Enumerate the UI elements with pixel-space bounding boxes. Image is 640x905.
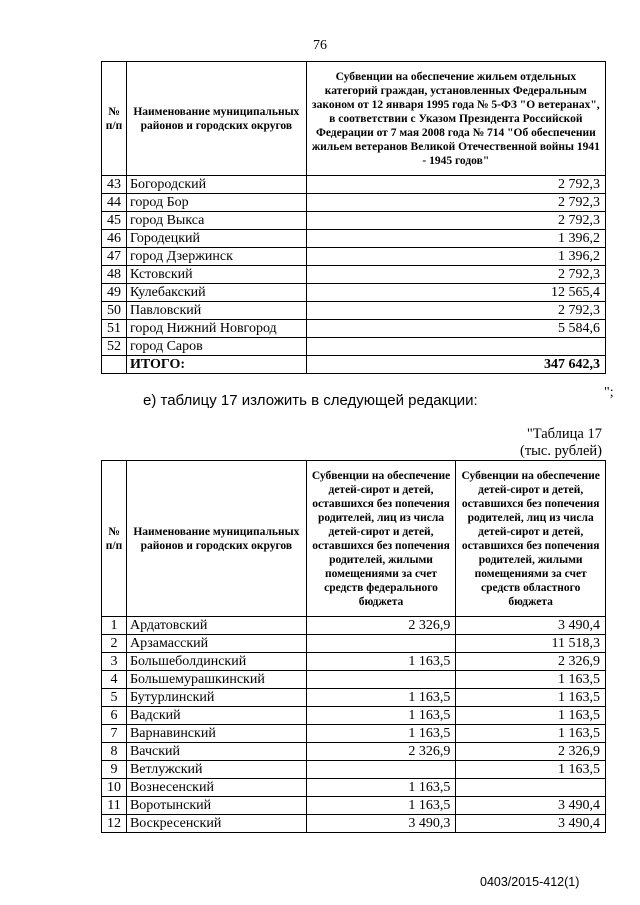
header-federal: Субвенции на обеспечение детей-сирот и детей, оставшихся без попечения родителей, лиц из числа детей-сирот и детей, оставшихся без попечения родителей, жилыми помещениями за счет средств федерального бюджета: [306, 461, 456, 617]
district-name: город Бор: [126, 194, 306, 212]
table-row: [102, 797, 606, 815]
subsidy-value: [306, 338, 605, 356]
row-number: 12: [102, 815, 127, 833]
table-16-body: [102, 176, 606, 356]
row-number: 48: [102, 266, 127, 284]
table-row: [102, 815, 606, 833]
row-number: 2: [102, 635, 127, 653]
header-name: Наименование муниципальных районов и городских округов: [126, 461, 306, 617]
regional-value: 3 490,4: [456, 617, 606, 635]
district-name: Большемурашкинский: [126, 671, 306, 689]
subsidy-value: 2 792,3: [306, 302, 605, 320]
district-name: Бутурлинский: [126, 689, 306, 707]
subsidy-value: 1 396,2: [306, 248, 605, 266]
instruction-text: е) таблицу 17 изложить в следующей редакции:: [143, 392, 478, 409]
row-number: 43: [102, 176, 127, 194]
regional-value: 11 518,3: [456, 635, 606, 653]
district-name: Большеболдинский: [126, 653, 306, 671]
federal-value: 1 163,5: [306, 797, 456, 815]
table-row: [102, 302, 606, 320]
table-header-row: [102, 62, 606, 176]
district-name: Воротынский: [126, 797, 306, 815]
district-name: город Выкса: [126, 212, 306, 230]
total-num-cell: [102, 356, 127, 374]
total-label: ИТОГО:: [126, 356, 306, 374]
document-code: 0403/2015-412(1): [480, 875, 580, 889]
district-name: Городецкий: [126, 230, 306, 248]
table-row: [102, 230, 606, 248]
row-number: 6: [102, 707, 127, 725]
regional-value: 2 326,9: [456, 653, 606, 671]
table-17-body: [102, 617, 606, 833]
subsidy-value: 2 792,3: [306, 212, 605, 230]
table-17-title: "Таблица 17: [526, 426, 602, 442]
row-number: 4: [102, 671, 127, 689]
table-row: [102, 671, 606, 689]
table-16: [101, 61, 606, 374]
regional-value: 2 326,9: [456, 743, 606, 761]
regional-value: 3 490,4: [456, 797, 606, 815]
row-number: 10: [102, 779, 127, 797]
total-value: 347 642,3: [306, 356, 605, 374]
subsidy-value: 2 792,3: [306, 266, 605, 284]
district-name: Вадский: [126, 707, 306, 725]
federal-value: 1 163,5: [306, 653, 456, 671]
district-name: город Нижний Новгород: [126, 320, 306, 338]
district-name: Вознесенский: [126, 779, 306, 797]
header-subsidy: Субвенции на обеспечение жильем отдельных категорий граждан, установленных Федеральным законом от 12 января 1995 года № 5-ФЗ "О ветеранах", в соответствии с Указом Президента Российской Федерации от 7 мая 2008 года № 714 "Об обеспечении жильем ветеранов Великой Отечественной войны 1941 - 1945 годов": [306, 62, 605, 176]
header-regional: Субвенции на обеспечение детей-сирот и детей, оставшихся без попечения родителей, лиц из числа детей-сирот и детей, оставшихся без попечения родителей, жилыми помещениями за счет средств областного бюджета: [456, 461, 606, 617]
row-number: 1: [102, 617, 127, 635]
table-17-caption: [470, 426, 602, 460]
header-name: Наименование муниципальных районов и городских округов: [126, 62, 306, 176]
district-name: Вачский: [126, 743, 306, 761]
subsidy-value: 2 792,3: [306, 176, 605, 194]
district-name: Богородский: [126, 176, 306, 194]
row-number: 49: [102, 284, 127, 302]
district-name: Кстовский: [126, 266, 306, 284]
table-row: [102, 779, 606, 797]
row-number: 3: [102, 653, 127, 671]
row-number: 52: [102, 338, 127, 356]
subsidy-value: 1 396,2: [306, 230, 605, 248]
header-num: № п/п: [102, 62, 127, 176]
regional-value: 1 163,5: [456, 761, 606, 779]
table-17-unit: (тыс. рублей): [520, 443, 602, 459]
regional-value: 1 163,5: [456, 671, 606, 689]
district-name: Павловский: [126, 302, 306, 320]
table-row: [102, 194, 606, 212]
federal-value: 2 326,9: [306, 743, 456, 761]
row-number: 7: [102, 725, 127, 743]
row-number: 11: [102, 797, 127, 815]
district-name: Кулебакский: [126, 284, 306, 302]
row-number: 9: [102, 761, 127, 779]
table-row: [102, 707, 606, 725]
table-row: [102, 653, 606, 671]
row-number: 45: [102, 212, 127, 230]
federal-value: [306, 635, 456, 653]
row-number: 5: [102, 689, 127, 707]
table-header-row: [102, 461, 606, 617]
table-row: [102, 689, 606, 707]
table-row: [102, 635, 606, 653]
district-name: Арзамасский: [126, 635, 306, 653]
district-name: город Дзержинск: [126, 248, 306, 266]
federal-value: [306, 671, 456, 689]
district-name: Ветлужский: [126, 761, 306, 779]
federal-value: 1 163,5: [306, 725, 456, 743]
regional-value: 3 490,4: [456, 815, 606, 833]
row-number: 8: [102, 743, 127, 761]
federal-value: 1 163,5: [306, 779, 456, 797]
table-17: [101, 460, 606, 833]
regional-value: 1 163,5: [456, 725, 606, 743]
closing-quote: ";: [604, 385, 614, 400]
row-number: 44: [102, 194, 127, 212]
table-row: [102, 320, 606, 338]
regional-value: 1 163,5: [456, 707, 606, 725]
header-num: № п/п: [102, 461, 127, 617]
subsidy-value: 12 565,4: [306, 284, 605, 302]
row-number: 50: [102, 302, 127, 320]
table-row: [102, 338, 606, 356]
district-name: город Саров: [126, 338, 306, 356]
federal-value: 1 163,5: [306, 707, 456, 725]
federal-value: 2 326,9: [306, 617, 456, 635]
table-row: [102, 743, 606, 761]
table-row: [102, 617, 606, 635]
table-row: [102, 212, 606, 230]
table-row: [102, 725, 606, 743]
table-row: [102, 761, 606, 779]
row-number: 47: [102, 248, 127, 266]
row-number: 51: [102, 320, 127, 338]
table-row: [102, 266, 606, 284]
table-row: [102, 248, 606, 266]
federal-value: 3 490,3: [306, 815, 456, 833]
district-name: Ардатовский: [126, 617, 306, 635]
total-row: [102, 356, 606, 374]
subsidy-value: 2 792,3: [306, 194, 605, 212]
row-number: 46: [102, 230, 127, 248]
district-name: Воскресенский: [126, 815, 306, 833]
subsidy-value: 5 584,6: [306, 320, 605, 338]
federal-value: [306, 761, 456, 779]
table-row: [102, 176, 606, 194]
regional-value: 1 163,5: [456, 689, 606, 707]
regional-value: [456, 779, 606, 797]
district-name: Варнавинский: [126, 725, 306, 743]
federal-value: 1 163,5: [306, 689, 456, 707]
table-row: [102, 284, 606, 302]
page-number: 76: [313, 38, 327, 53]
